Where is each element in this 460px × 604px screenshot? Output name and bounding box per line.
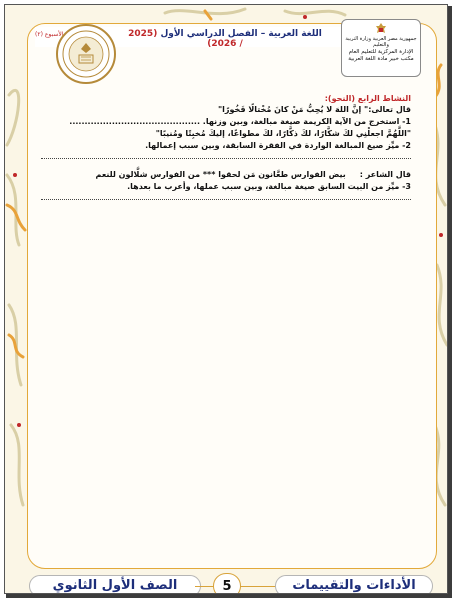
poem-verse: بيض الفوارس طعَّانون مَن لحقوا *** من الفوارس شلَّالون للنعم [95, 170, 346, 179]
answer-line [41, 199, 411, 200]
question-1 [41, 116, 411, 128]
ministry-logo-box [341, 19, 421, 77]
poet-intro: قال الشاعر : [359, 170, 411, 179]
subject-term: اللغة العربية – الفصل الدراسي الأول [160, 29, 322, 39]
ministry-seal-icon [55, 23, 117, 85]
worksheet-page [4, 4, 448, 594]
eagle-emblem-icon [373, 22, 389, 36]
page-number: 5 [213, 573, 241, 594]
poem-line [41, 169, 411, 181]
arabic-expert-office: مكتب خبير مادة اللغة العربية [348, 56, 414, 62]
quran-verse: قال تعالى:" إنَّ اللهَ لا يُحِبُّ مَنْ كانَ مُخْتالًا فَخُورًا" [218, 105, 411, 114]
section-label: الأداءات والتقييمات [275, 575, 433, 594]
school-year: (2025 / 2026) [128, 29, 243, 49]
activity-title: النشاط الرابع (النحو): [324, 94, 411, 103]
worksheet-content [41, 93, 411, 210]
question-3: 3- ميِّز من البيت السابق صيغة مبالغة، وبين سبب عملها، وأعرب ما بعدها. [127, 182, 411, 191]
header-title [125, 29, 325, 49]
question-1-text: 1- استخرج من الآية الكريمة صيغة مبالغة، وبين وزنها. [202, 117, 411, 126]
dua-quote: "اللَّهُمَّ اجعلْنِي لكَ شكَّارًا، لكَ ذكَّارًا، لكَ مطواعًا، إليكَ مُخبِتًا ومُنيبًا" [155, 129, 411, 138]
question-2: 2- ميِّز صيغ المبالغة الواردة في الفقرة السابقة، وبين سبب إعمالها. [145, 141, 411, 150]
answer-line [41, 158, 411, 159]
grade-label: الصف الأول الثانوي [29, 575, 201, 594]
ministry-name: جمهورية مصر العربية وزارة التربية والتعليم [345, 36, 417, 48]
answer-dots: ........................................... [69, 117, 200, 126]
central-admin: الإدارة المركزية للتعليم العام [348, 49, 414, 55]
week-label: الأسبوع (٢) [35, 31, 64, 38]
